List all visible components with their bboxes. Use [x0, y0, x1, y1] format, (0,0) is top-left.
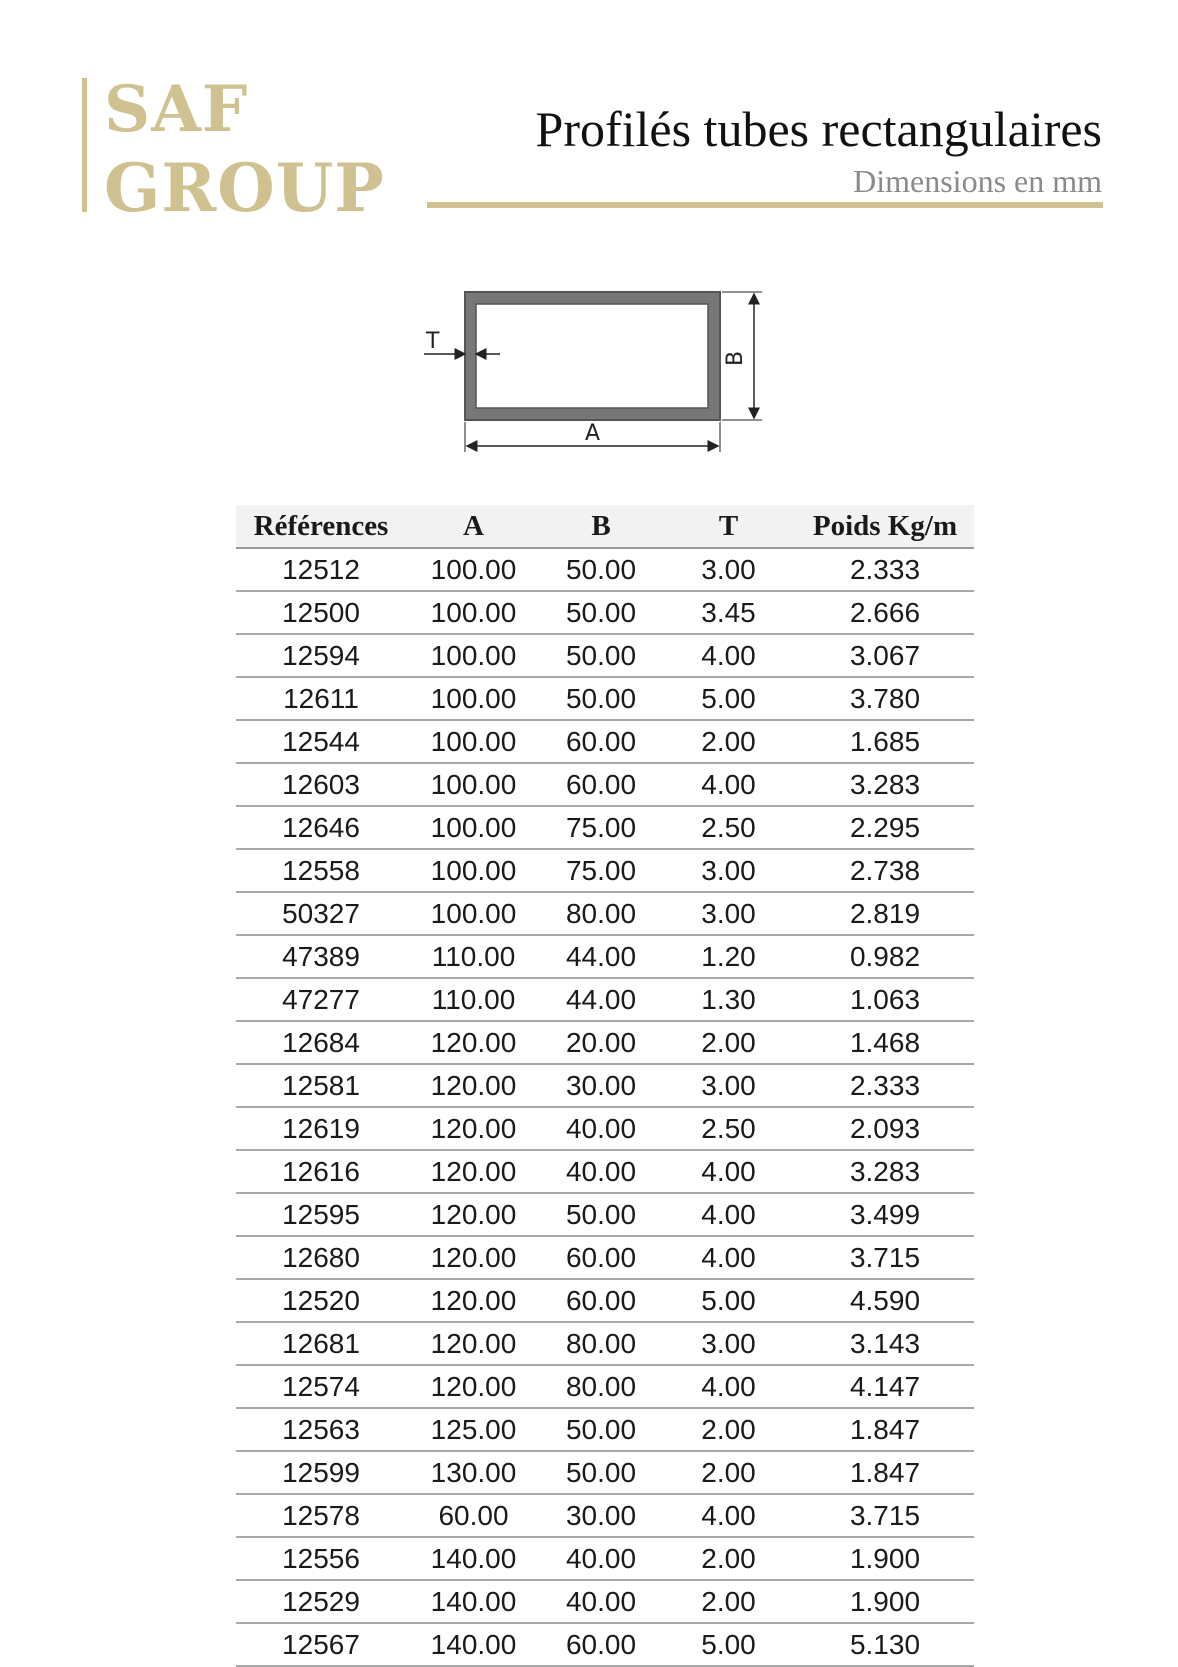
table-row — [236, 1408, 974, 1451]
cell-a: 140.00 — [406, 1537, 541, 1580]
cell-b: 60.00 — [541, 1236, 661, 1279]
cell-reference: 12684 — [236, 1021, 406, 1064]
cell-t: 4.00 — [661, 1494, 796, 1537]
table-row — [236, 677, 974, 720]
cell-t: 3.00 — [661, 1064, 796, 1107]
cell-weight: 5.130 — [796, 1623, 974, 1666]
cell-a: 110.00 — [406, 978, 541, 1021]
cell-b: 50.00 — [541, 591, 661, 634]
cell-b: 40.00 — [541, 1580, 661, 1623]
cell-b: 40.00 — [541, 1537, 661, 1580]
cell-reference: 12680 — [236, 1236, 406, 1279]
cell-b: 50.00 — [541, 1451, 661, 1494]
cell-t: 2.50 — [661, 806, 796, 849]
cell-reference: 12558 — [236, 849, 406, 892]
cell-a: 100.00 — [406, 849, 541, 892]
label-t: T — [426, 329, 440, 354]
cell-a: 140.00 — [406, 1623, 541, 1666]
table-row — [236, 634, 974, 677]
tube-inner-void — [476, 304, 708, 408]
cell-weight: 3.067 — [796, 634, 974, 677]
cell-t: 3.00 — [661, 892, 796, 935]
cell-weight: 3.499 — [796, 1193, 974, 1236]
table-row — [236, 763, 974, 806]
cell-reference: 12599 — [236, 1451, 406, 1494]
table-row — [236, 1021, 974, 1064]
title-underline — [427, 202, 1103, 208]
cell-reference: 12616 — [236, 1150, 406, 1193]
cell-a: 100.00 — [406, 548, 541, 591]
cell-t: 1.30 — [661, 978, 796, 1021]
cell-reference: 12619 — [236, 1107, 406, 1150]
cell-weight: 1.468 — [796, 1021, 974, 1064]
cell-weight: 1.900 — [796, 1580, 974, 1623]
cell-t: 4.00 — [661, 1365, 796, 1408]
header-weight: Poids Kg/m — [796, 505, 974, 548]
cell-reference: 12595 — [236, 1193, 406, 1236]
logo-text-line2: GROUP — [104, 149, 385, 227]
cell-b: 60.00 — [541, 1279, 661, 1322]
cell-weight: 2.819 — [796, 892, 974, 935]
cell-weight: 3.715 — [796, 1494, 974, 1537]
header-a: A — [406, 505, 541, 548]
cell-reference: 12611 — [236, 677, 406, 720]
cell-b: 30.00 — [541, 1494, 661, 1537]
cell-a: 120.00 — [406, 1064, 541, 1107]
cell-reference: 50327 — [236, 892, 406, 935]
table-row — [236, 1451, 974, 1494]
cell-reference: 12520 — [236, 1279, 406, 1322]
cell-b: 75.00 — [541, 849, 661, 892]
cell-b: 80.00 — [541, 892, 661, 935]
cell-t: 2.00 — [661, 1451, 796, 1494]
cell-reference: 47277 — [236, 978, 406, 1021]
header-b: B — [541, 505, 661, 548]
table-row — [236, 1193, 974, 1236]
cell-reference: 12578 — [236, 1494, 406, 1537]
cell-reference: 12563 — [236, 1408, 406, 1451]
cell-b: 40.00 — [541, 1107, 661, 1150]
cell-t: 4.00 — [661, 1193, 796, 1236]
header-references: Références — [236, 505, 406, 548]
cell-b: 44.00 — [541, 978, 661, 1021]
cell-weight: 1.063 — [796, 978, 974, 1021]
logo-accent-bar — [82, 78, 87, 212]
cell-a: 100.00 — [406, 634, 541, 677]
cell-weight: 1.847 — [796, 1408, 974, 1451]
cell-t: 5.00 — [661, 1279, 796, 1322]
cell-t: 3.00 — [661, 849, 796, 892]
cell-b: 50.00 — [541, 1408, 661, 1451]
cell-t: 1.20 — [661, 935, 796, 978]
table-row — [236, 1365, 974, 1408]
cell-t: 3.00 — [661, 1322, 796, 1365]
cell-a: 100.00 — [406, 892, 541, 935]
cell-reference: 12581 — [236, 1064, 406, 1107]
cell-a: 100.00 — [406, 806, 541, 849]
cell-t: 2.00 — [661, 1021, 796, 1064]
cell-b: 60.00 — [541, 1623, 661, 1666]
cell-b: 50.00 — [541, 677, 661, 720]
cell-reference: 12544 — [236, 720, 406, 763]
cell-reference: 12594 — [236, 634, 406, 677]
table-row — [236, 1537, 974, 1580]
cell-a: 120.00 — [406, 1150, 541, 1193]
cell-t: 2.00 — [661, 1580, 796, 1623]
cell-reference: 12681 — [236, 1322, 406, 1365]
cell-a: 120.00 — [406, 1322, 541, 1365]
cell-b: 50.00 — [541, 548, 661, 591]
table-row — [236, 935, 974, 978]
table-row — [236, 720, 974, 763]
table-row — [236, 548, 974, 591]
cell-t: 3.45 — [661, 591, 796, 634]
cell-a: 120.00 — [406, 1365, 541, 1408]
header-t: T — [661, 505, 796, 548]
table-header-row — [236, 505, 974, 548]
cell-t: 5.00 — [661, 677, 796, 720]
cell-weight: 3.715 — [796, 1236, 974, 1279]
cell-reference: 12567 — [236, 1623, 406, 1666]
cell-t: 4.00 — [661, 634, 796, 677]
cell-a: 120.00 — [406, 1021, 541, 1064]
cell-b: 50.00 — [541, 1193, 661, 1236]
cell-weight: 4.590 — [796, 1279, 974, 1322]
table-row — [236, 1623, 974, 1666]
cell-weight: 3.780 — [796, 677, 974, 720]
cell-a: 100.00 — [406, 591, 541, 634]
cell-reference: 12512 — [236, 548, 406, 591]
table-row — [236, 806, 974, 849]
table-row — [236, 1150, 974, 1193]
cell-t: 4.00 — [661, 1150, 796, 1193]
cell-b: 30.00 — [541, 1064, 661, 1107]
cell-a: 100.00 — [406, 763, 541, 806]
label-b: B — [723, 350, 748, 366]
dimensions-table-container — [236, 505, 974, 1667]
cell-weight: 1.847 — [796, 1451, 974, 1494]
page-subtitle: Dimensions en mm — [853, 163, 1102, 199]
cell-a: 60.00 — [406, 1494, 541, 1537]
cell-a: 130.00 — [406, 1451, 541, 1494]
cell-reference: 12603 — [236, 763, 406, 806]
cell-b: 44.00 — [541, 935, 661, 978]
cell-weight: 3.283 — [796, 1150, 974, 1193]
page-title: Profilés tubes rectangulaires — [535, 101, 1102, 157]
cell-reference: 12529 — [236, 1580, 406, 1623]
cell-weight: 2.093 — [796, 1107, 974, 1150]
cell-t: 3.00 — [661, 548, 796, 591]
table-row — [236, 1236, 974, 1279]
cell-a: 120.00 — [406, 1236, 541, 1279]
cell-a: 125.00 — [406, 1408, 541, 1451]
cell-weight: 2.295 — [796, 806, 974, 849]
cell-t: 2.00 — [661, 720, 796, 763]
cell-a: 120.00 — [406, 1193, 541, 1236]
cell-reference: 12556 — [236, 1537, 406, 1580]
cell-weight: 0.982 — [796, 935, 974, 978]
cell-weight: 2.333 — [796, 1064, 974, 1107]
cell-t: 4.00 — [661, 1236, 796, 1279]
cell-b: 40.00 — [541, 1150, 661, 1193]
cell-weight: 2.738 — [796, 849, 974, 892]
cell-b: 50.00 — [541, 634, 661, 677]
cell-t: 2.00 — [661, 1408, 796, 1451]
cell-weight: 3.283 — [796, 763, 974, 806]
cell-reference: 12574 — [236, 1365, 406, 1408]
cell-reference: 12500 — [236, 591, 406, 634]
table-row — [236, 1580, 974, 1623]
table-row — [236, 892, 974, 935]
cell-a: 120.00 — [406, 1107, 541, 1150]
cell-a: 100.00 — [406, 677, 541, 720]
cell-weight: 3.143 — [796, 1322, 974, 1365]
cell-b: 60.00 — [541, 720, 661, 763]
cell-a: 100.00 — [406, 720, 541, 763]
cell-b: 20.00 — [541, 1021, 661, 1064]
label-a: A — [585, 421, 601, 446]
table-row — [236, 1064, 974, 1107]
cell-reference: 47389 — [236, 935, 406, 978]
table-row — [236, 978, 974, 1021]
cell-weight: 2.333 — [796, 548, 974, 591]
cell-a: 110.00 — [406, 935, 541, 978]
cell-t: 2.50 — [661, 1107, 796, 1150]
cell-weight: 1.685 — [796, 720, 974, 763]
cell-t: 5.00 — [661, 1623, 796, 1666]
cell-b: 75.00 — [541, 806, 661, 849]
dimensions-table — [236, 505, 974, 1667]
table-row — [236, 591, 974, 634]
table-row — [236, 1107, 974, 1150]
cell-weight: 2.666 — [796, 591, 974, 634]
logo-text-line1: SAF — [104, 72, 249, 147]
cell-t: 4.00 — [661, 763, 796, 806]
table-row — [236, 1279, 974, 1322]
cell-weight: 1.900 — [796, 1537, 974, 1580]
cell-t: 2.00 — [661, 1537, 796, 1580]
table-row — [236, 1322, 974, 1365]
tube-cross-section-diagram — [410, 280, 770, 460]
table-row — [236, 849, 974, 892]
cell-a: 140.00 — [406, 1580, 541, 1623]
cell-weight: 4.147 — [796, 1365, 974, 1408]
cell-a: 120.00 — [406, 1279, 541, 1322]
cell-reference: 12646 — [236, 806, 406, 849]
cell-b: 80.00 — [541, 1322, 661, 1365]
cell-b: 80.00 — [541, 1365, 661, 1408]
cell-b: 60.00 — [541, 763, 661, 806]
table-row — [236, 1494, 974, 1537]
